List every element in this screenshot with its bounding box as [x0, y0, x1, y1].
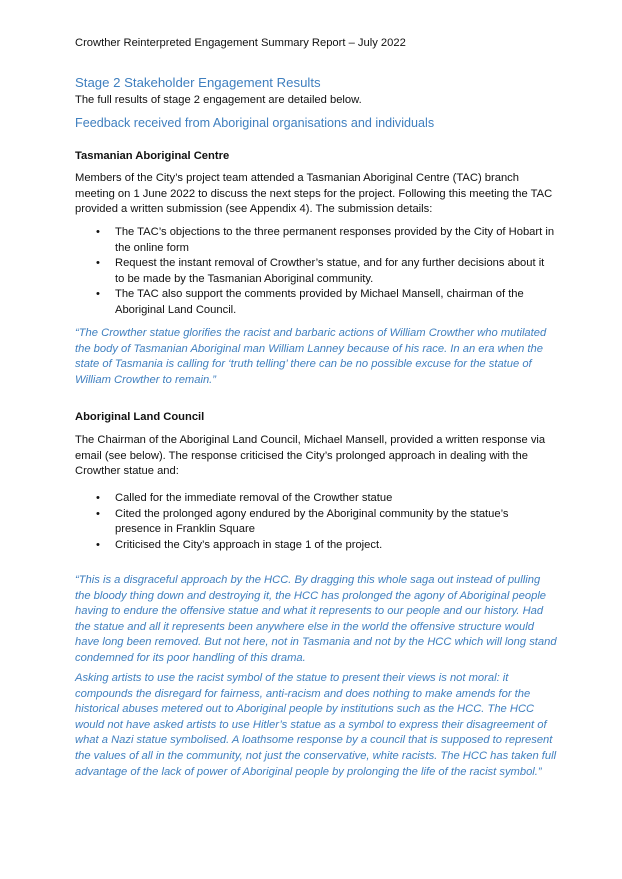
section-title: Stage 2 Stakeholder Engagement Results	[75, 75, 321, 90]
section-intro: The full results of stage 2 engagement are detailed below.	[75, 94, 362, 106]
section-subtitle: Feedback received from Aboriginal organisations and individuals	[75, 116, 435, 130]
tac-bullet-text: The TAC’s objections to the three permanent responses provided by the City of Hobart in the online form	[115, 226, 555, 254]
alc-bullet-text: Criticised the City’s approach in stage 1 of the project.	[115, 538, 383, 551]
list-item	[75, 507, 555, 538]
alc-quote-1: “This is a disgraceful approach by the HCC. By dragging this whole saga out instead of pulling the bloody thing down and destroying it, the HCC has prolonged the agony of Aboriginal people having to endure the offensive statue and what it represents to our people and our history. Had the statue and all it represents been anywhere else in the world the offensive structure would have long been removed. But not here, not in Tasmania and not by the HCC which will long stand condemned for its poor handling of this drama.	[75, 574, 557, 664]
tac-heading: Tasmanian Aboriginal Centre	[75, 150, 230, 162]
bullet-icon: •	[96, 288, 100, 300]
alc-quote-2: Asking artists to use the racist symbol of the statue to present their views is not moral: it compounds the disregard for fairness, anti-racism and does nothing to make amends for the historical abuses metered out to Aboriginal people by institutions such as the HCC. The HCC would not have asked artists to use Hitler’s statue as a symbol to express their disagreement of what a Nazi statue symbolised. A loathsome response by a council that is supposed to represent the values of all in the community, not just the conservative, white racists. The HCC has taken full advantage of the lack of power of Aboriginal people by prolonging the life of the racist symbol.”	[75, 672, 557, 778]
tac-quote: “The Crowther statue glorifies the racist and barbaric actions of William Crowther who mutilated the body of Tasmanian Aboriginal man William Lanney because of his race. In an era when the state of Tasmania is calling for ‘truth telling’ there can be no possible excuse for the statue of William Crowther to remain.”	[75, 327, 547, 386]
list-item	[75, 256, 555, 287]
list-item	[75, 225, 555, 256]
alc-paragraph: The Chairman of the Aboriginal Land Council, Michael Mansell, provided a written response via email (see below). The response criticised the City’s prolonged approach in dealing with the Crowther statue and:	[75, 434, 546, 477]
alc-heading: Aboriginal Land Council	[75, 411, 205, 423]
alc-bullet-list	[75, 491, 555, 553]
bullet-icon: •	[96, 507, 100, 520]
list-item	[75, 287, 555, 318]
list-item	[75, 538, 555, 554]
running-header: Crowther Reinterpreted Engagement Summary Report – July 2022	[75, 37, 406, 49]
bullet-icon: •	[96, 257, 100, 269]
list-item	[75, 491, 555, 507]
bullet-icon: •	[96, 492, 100, 504]
bullet-icon: •	[96, 538, 100, 551]
tac-bullet-list	[75, 225, 555, 318]
alc-bullet-text: Cited the prolonged agony endured by the Aboriginal community by the statue’s presence in Franklin Square	[115, 507, 509, 535]
tac-paragraph: Members of the City’s project team attended a Tasmanian Aboriginal Centre (TAC) branch meeting on 1 June 2022 to discuss the next steps for the project. Following this meeting the TAC provided a written submission (see Appendix 4). The submission details:	[75, 172, 553, 215]
tac-bullet-text: The TAC also support the comments provided by Michael Mansell, chairman of the Aboriginal Land Council.	[115, 288, 524, 316]
tac-bullet-text: Request the instant removal of Crowther’s statue, and for any further decisions about it to be made by the Tasmanian Aboriginal community.	[115, 257, 545, 285]
alc-bullet-text: Called for the immediate removal of the Crowther statue	[115, 492, 393, 504]
bullet-icon: •	[96, 226, 100, 238]
